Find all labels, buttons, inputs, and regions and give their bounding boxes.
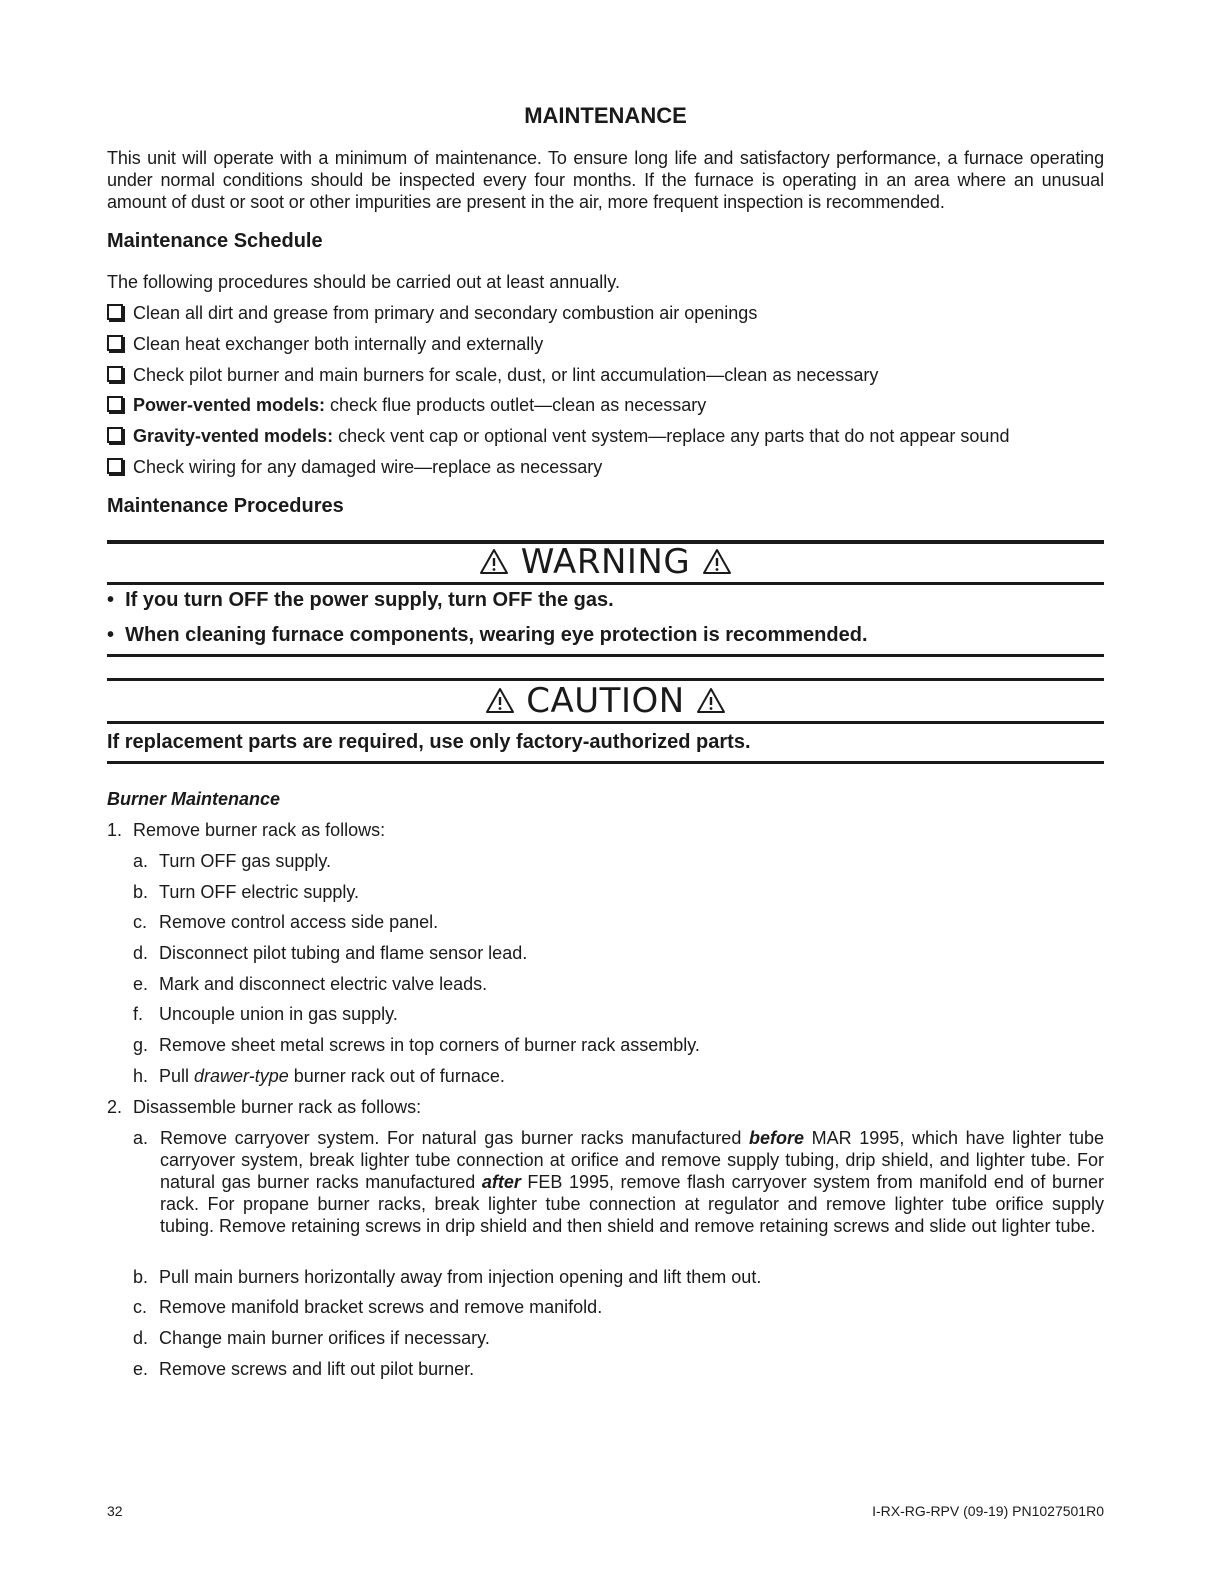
list-item: a. Turn OFF gas supply. (133, 851, 332, 871)
warning-mid-rule (107, 582, 1104, 585)
intro-paragraph: This unit will operate with a minimum of maintenance. To ensure long life and satisfactory performance, a furnace operating under normal conditions should be inspected every four months. If the furnace is operating in an area where an unusual amount of dust or soot or other impurities are present in the air, more frequent inspection is recommended. (107, 148, 1104, 212)
checkbox-icon (107, 335, 123, 351)
list-item: 1. Remove burner rack as follows: (107, 820, 386, 840)
burner-heading: Burner Maintenance (107, 789, 281, 809)
checkbox-icon (107, 366, 123, 382)
list-item: h. Pull drawer-type burner rack out of furnace. (133, 1066, 505, 1086)
checklist-item: Check wiring for any damaged wire—replace as necessary (107, 457, 602, 478)
list-item: d. Change main burner orifices if necessary. (133, 1328, 490, 1348)
warning-item: • When cleaning furnace components, wearing eye protection is recommended. (107, 624, 868, 646)
schedule-lead: The following procedures should be carried out at least annually. (107, 272, 620, 292)
caution-banner (107, 681, 1104, 721)
list-item-long: a. Remove carryover system. For natural gas burner racks manufactured before MAR 1995, which have lighter tube carryover system, break lighter tube connection at orifice and remove supply tubing, drip shield, and lighter tube. For natural gas burner racks manufactured after FEB 1995, remove flash carryover system from manifold end of burner rack. For propane burner racks, break lighter tube connection at regulator and remove lighter tube orifice supply tubing. Remove retaining screws in drip shield and then shield and remove retaining screws and slide out lighter tube. (133, 1128, 1104, 1236)
caution-label: CAUTION (526, 681, 685, 721)
list-item: e. Remove screws and lift out pilot burner. (133, 1359, 475, 1379)
caution-triangle-icon (696, 687, 726, 714)
caution-text: If replacement parts are required, use only factory-authorized parts. (107, 731, 751, 753)
list-item: d. Disconnect pilot tubing and flame sensor lead. (133, 943, 528, 963)
checklist-item: Clean all dirt and grease from primary and secondary combustion air openings (107, 303, 757, 324)
list-item: b. Turn OFF electric supply. (133, 882, 360, 902)
list-item: f. Uncouple union in gas supply. (133, 1004, 398, 1024)
checkbox-icon (107, 458, 123, 474)
list-item: g. Remove sheet metal screws in top corners of burner rack assembly. (133, 1035, 700, 1055)
checklist-item: Power-vented models: check flue products outlet—clean as necessary (107, 395, 706, 416)
caution-triangle-icon (485, 687, 515, 714)
procedures-heading: Maintenance Procedures (107, 495, 344, 517)
warning-triangle-icon (479, 548, 509, 575)
warning-bottom-rule (107, 654, 1104, 657)
list-item: c. Remove manifold bracket screws and remove manifold. (133, 1297, 603, 1317)
warning-triangle-icon (702, 548, 732, 575)
warning-label: WARNING (520, 542, 691, 582)
page-title: MAINTENANCE (524, 103, 687, 128)
caution-mid-rule (107, 721, 1104, 724)
list-item: 2. Disassemble burner rack as follows: (107, 1097, 422, 1117)
warning-banner (107, 542, 1104, 582)
document-id: I-RX-RG-RPV (09-19) PN1027501R0 (872, 1503, 1104, 1519)
list-item: b. Pull main burners horizontally away from injection opening and lift them out. (133, 1267, 762, 1287)
checkbox-icon (107, 396, 123, 412)
schedule-heading: Maintenance Schedule (107, 230, 323, 252)
list-item: e. Mark and disconnect electric valve leads. (133, 974, 488, 994)
page-number: 32 (107, 1503, 123, 1519)
checkbox-icon (107, 427, 123, 443)
warning-item: • If you turn OFF the power supply, turn OFF the gas. (107, 589, 614, 611)
checklist-item: Gravity-vented models: check vent cap or optional vent system—replace any parts that do not appear sound (107, 426, 1009, 447)
checklist-item: Check pilot burner and main burners for scale, dust, or lint accumulation—clean as necessary (107, 365, 878, 386)
checkbox-icon (107, 304, 123, 320)
checklist-item: Clean heat exchanger both internally and externally (107, 334, 543, 355)
caution-bottom-rule (107, 761, 1104, 764)
list-item: c. Remove control access side panel. (133, 912, 439, 932)
